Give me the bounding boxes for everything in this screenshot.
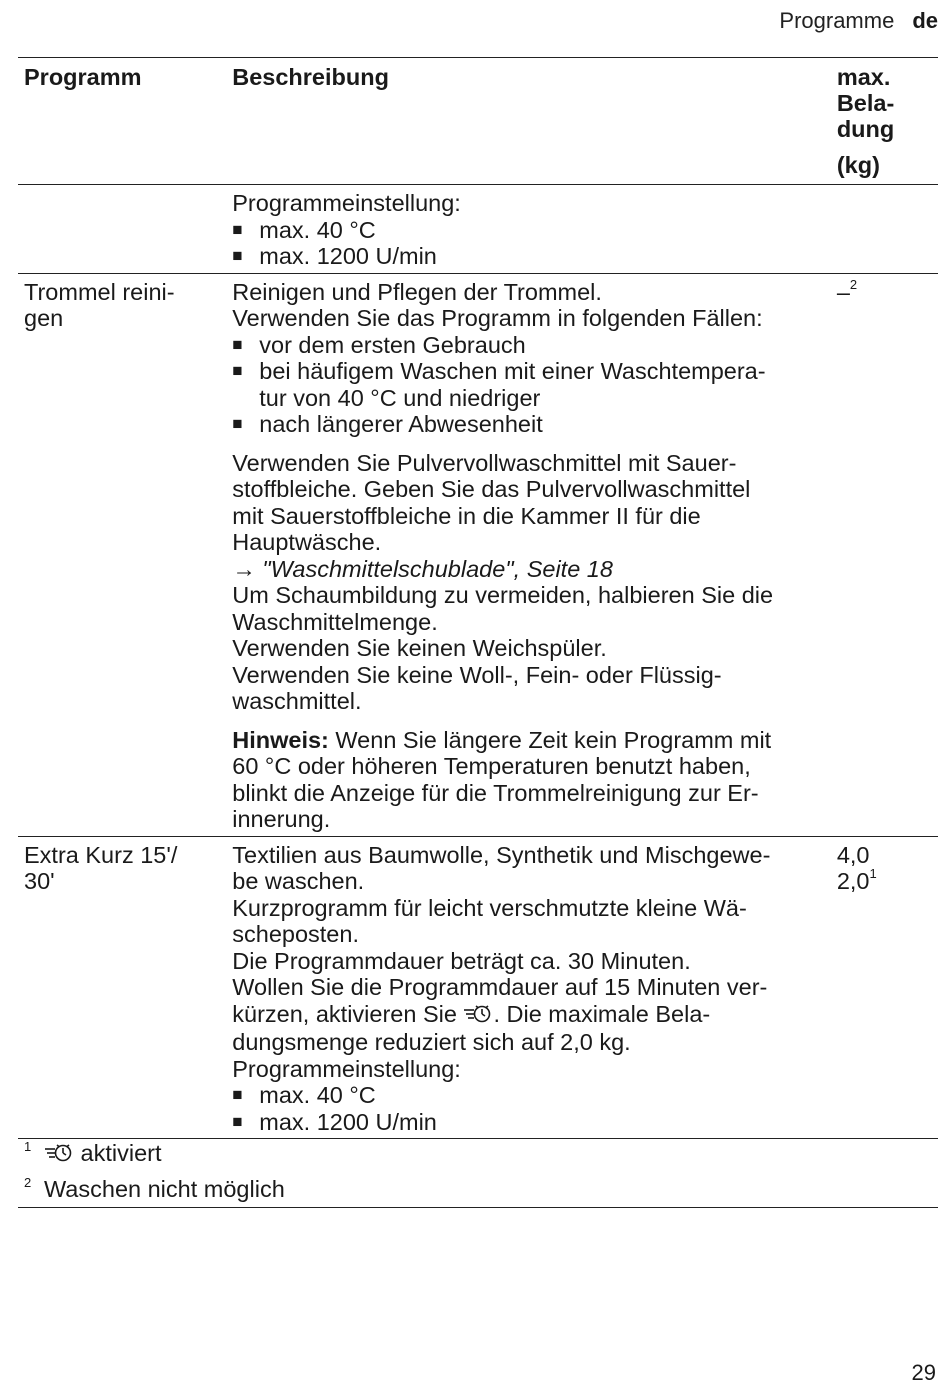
detergent-paragraph — [232, 450, 825, 715]
list-item-line: tur von 40 °C und niedriger — [259, 384, 541, 411]
text-line: Verwenden Sie das Programm in folgenden Fällen: — [232, 305, 763, 331]
text-line: Verwenden Sie keinen Weichspüler. — [232, 635, 607, 661]
column-header-load-line: max. — [836, 64, 891, 90]
footnote-ref: 1 — [869, 866, 877, 881]
text-line: Waschmittelmenge. — [232, 608, 438, 635]
text-line: scheposten. — [232, 921, 359, 947]
load-cell — [831, 185, 938, 274]
section-title: Programme — [779, 8, 895, 33]
table-row — [18, 836, 938, 1139]
footnote-number: 1 — [24, 1139, 32, 1154]
text-line: Verwenden Sie keine Woll-, Fein- oder Flüssig- — [232, 661, 722, 688]
list-item: ■ nach längerer Abwesenheit — [232, 411, 825, 438]
language-code: de — [912, 8, 938, 33]
list-item-line: bei häufigem Waschen mit einer Waschtempera- — [259, 358, 766, 384]
speed-timer-icon — [44, 1141, 74, 1169]
load-value: 4,0 — [836, 841, 870, 868]
program-cell — [18, 273, 226, 836]
list-item: ■ max. 40 °C — [232, 1082, 825, 1109]
column-header-description: Beschreibung — [226, 58, 831, 185]
text-line — [232, 1001, 825, 1030]
program-name-line: 30' — [24, 868, 55, 894]
text-line: Um Schaumbildung zu vermeiden, halbieren Sie die — [232, 582, 774, 608]
table-row — [18, 273, 938, 836]
footnote-ref: 2 — [849, 276, 858, 292]
description-cell — [226, 836, 831, 1139]
load-value: – — [836, 278, 850, 305]
text-line: Programmeinstellung: — [232, 1055, 461, 1082]
footnote-text: Waschen nicht möglich — [44, 1176, 285, 1202]
text-line: be waschen. — [232, 868, 365, 894]
text-line: mit Sauerstoffbleiche in die Kammer II für die — [232, 502, 701, 529]
list-item: ■ max. 1200 U/min — [232, 243, 825, 270]
speed-timer-icon — [463, 1002, 493, 1030]
note-paragraph — [232, 727, 825, 833]
program-name-line: gen — [24, 305, 64, 331]
description-cell — [226, 185, 831, 274]
column-header-program: Programm — [18, 58, 226, 185]
text-fragment: kürzen, aktivieren Sie — [232, 1000, 464, 1027]
text-line: Hauptwäsche. — [232, 529, 382, 555]
table-row — [18, 185, 938, 274]
text-line: waschmittel. — [232, 688, 362, 714]
page-header — [779, 8, 938, 34]
text-fragment: . Die maximale Bela- — [493, 1000, 711, 1027]
column-header-load-line: dung — [836, 116, 895, 142]
settings-list — [232, 1082, 825, 1135]
load-cell — [831, 836, 938, 1139]
description-cell — [226, 273, 831, 836]
note-text: blinkt die Anzeige für die Trommelreinigung zur Er- — [232, 779, 759, 806]
cross-reference-link[interactable]: → "Waschmittelschublade", Seite 18 — [232, 555, 613, 582]
list-item: ■ max. 1200 U/min — [232, 1109, 825, 1136]
text-line: stoffbleiche. Geben Sie das Pulvervollwaschmittel — [232, 476, 751, 502]
footnote-item — [24, 1169, 938, 1203]
text-line: Kurzprogramm für leicht verschmutzte kleine Wä- — [232, 894, 747, 921]
text-line: Textilien aus Baumwolle, Synthetik und Mischgewe- — [232, 841, 771, 868]
column-header-max-load — [831, 58, 938, 185]
program-name-line: Extra Kurz 15'/ — [24, 841, 178, 868]
note-label: Hinweis: — [232, 726, 329, 753]
note-text: innerung. — [232, 806, 331, 832]
text-line: Die Programmdauer beträgt ca. 30 Minuten. — [232, 947, 691, 974]
page-number: 29 — [911, 1360, 936, 1385]
text-line: Reinigen und Pflegen der Trommel. — [232, 278, 602, 305]
program-table — [18, 57, 938, 1139]
footnote-item — [24, 1133, 938, 1169]
column-header-load-line: Bela- — [836, 90, 895, 116]
column-header-load-unit: (kg) — [836, 152, 880, 178]
text-line: dungsmenge reduziert sich auf 2,0 kg. — [232, 1029, 631, 1055]
list-item: ■ vor dem ersten Gebrauch — [232, 332, 825, 359]
list-item — [232, 358, 825, 411]
program-cell — [18, 185, 226, 274]
settings-label: Programmeinstellung: — [232, 190, 461, 216]
table-header-row — [18, 58, 938, 185]
note-text: 60 °C oder höheren Temperaturen benutzt haben, — [232, 753, 751, 779]
note-text: Wenn Sie längere Zeit kein Programm mit — [328, 726, 772, 753]
list-item: ■ max. 40 °C — [232, 217, 825, 244]
program-cell — [18, 836, 226, 1139]
footnote-number: 2 — [24, 1175, 32, 1190]
usage-list — [232, 332, 825, 438]
settings-list — [232, 217, 825, 270]
load-value: 2,0 — [836, 868, 870, 894]
text-line: Wollen Sie die Programmdauer auf 15 Minuten ver- — [232, 974, 768, 1000]
footnotes — [18, 1131, 938, 1208]
text-line: Verwenden Sie Pulvervollwaschmittel mit Sauer- — [232, 449, 737, 476]
program-name-line: Trommel reini- — [24, 278, 175, 305]
footnote-text: aktiviert — [74, 1140, 162, 1166]
load-cell — [831, 273, 938, 836]
